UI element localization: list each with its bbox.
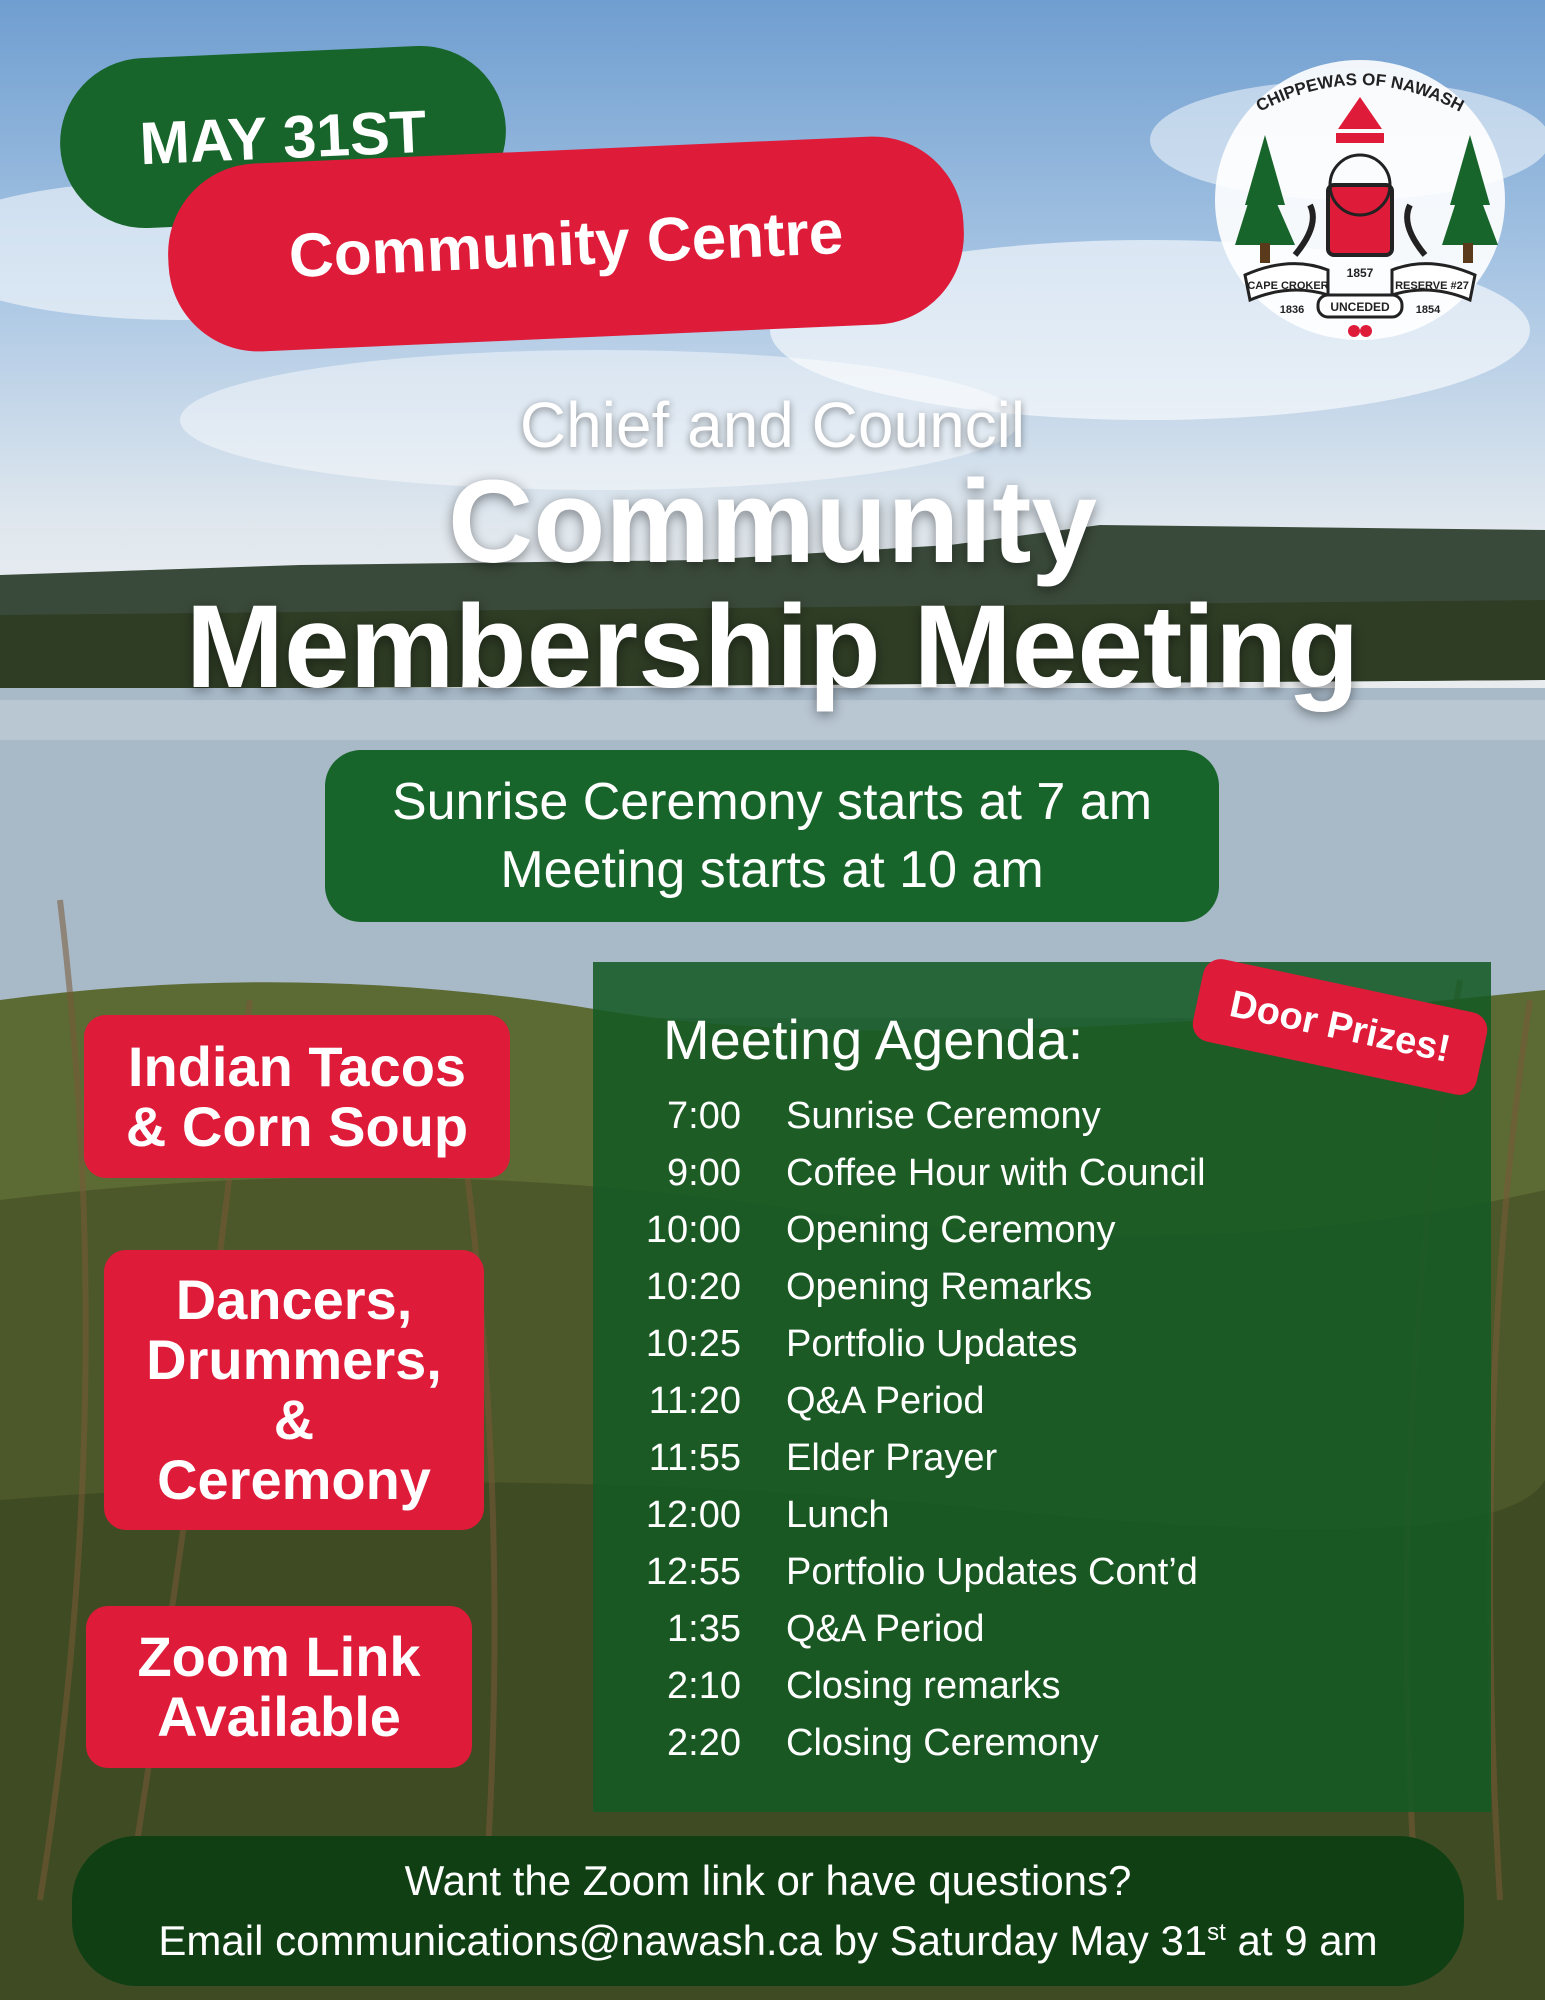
agenda-time: 10:25 — [645, 1323, 741, 1365]
agenda-panel — [593, 962, 1491, 1812]
agenda-time: 1:35 — [667, 1608, 741, 1650]
agenda-item: Q&A Period — [786, 1608, 985, 1650]
sunrise-time-text: Sunrise Ceremony starts at 7 am — [391, 773, 1153, 831]
footer-ordinal: st — [1207, 1919, 1226, 1946]
agenda-item: Portfolio Updates Cont’d — [786, 1551, 1198, 1593]
agenda-row — [593, 1437, 1491, 1494]
agenda-time: 7:00 — [667, 1095, 741, 1137]
zoom-line-1: Zoom Link — [137, 1625, 421, 1688]
dancers-line-2: Drummers, — [146, 1328, 442, 1391]
logo-top-text: CHIPPEWAS OF NAWASH — [1252, 69, 1468, 116]
logo-unceded: UNCEDED — [1330, 300, 1390, 314]
agenda-row — [593, 1266, 1491, 1323]
location-badge — [164, 133, 967, 356]
agenda-item: Sunrise Ceremony — [786, 1095, 1101, 1137]
agenda-time: 10:00 — [645, 1209, 741, 1251]
footer-line-1: Want the Zoom link or have questions? — [404, 1857, 1132, 1904]
agenda-item: Coffee Hour with Council — [786, 1152, 1206, 1194]
footer-time-text: at 9 am — [1225, 1917, 1378, 1964]
agenda-row — [593, 1722, 1491, 1779]
agenda-time: 12:00 — [645, 1494, 741, 1536]
door-prizes-text: Door Prizes! — [1226, 982, 1454, 1071]
agenda-title: Meeting Agenda: — [663, 1008, 1084, 1071]
subtitle: Chief and Council — [519, 389, 1026, 461]
date-text: MAY 31ST — [138, 97, 428, 177]
agenda-item: Elder Prayer — [786, 1437, 998, 1479]
agenda-item: Opening Ceremony — [786, 1209, 1116, 1251]
zoom-badge — [86, 1606, 472, 1768]
dancers-badge — [104, 1250, 484, 1530]
agenda-item: Q&A Period — [786, 1380, 985, 1422]
logo-right-banner: RESERVE #27 — [1395, 280, 1469, 292]
agenda-item: Closing Ceremony — [786, 1722, 1099, 1764]
agenda-item: Portfolio Updates — [786, 1323, 1078, 1365]
footer-line-2 — [158, 1907, 1377, 1967]
agenda-time: 10:20 — [645, 1266, 741, 1308]
dancers-line-1: Dancers, — [175, 1268, 413, 1331]
agenda-row — [593, 1551, 1491, 1608]
agenda-row — [593, 1209, 1491, 1266]
agenda-row — [593, 1608, 1491, 1665]
food-badge — [84, 1015, 510, 1178]
agenda-item: Opening Remarks — [786, 1266, 1093, 1308]
agenda-row — [593, 1665, 1491, 1722]
agenda-row — [593, 1152, 1491, 1209]
agenda-time: 9:00 — [667, 1152, 741, 1194]
title-line-1: Community — [448, 456, 1097, 588]
meeting-time-text: Meeting starts at 10 am — [500, 841, 1044, 899]
footer-email-text: Email communications@nawash.ca by Saturday May 31 — [158, 1917, 1208, 1964]
contact-footer — [72, 1836, 1464, 1986]
agenda-time: 11:20 — [648, 1380, 741, 1422]
agenda-row — [593, 1323, 1491, 1380]
food-line-2: & Corn Soup — [125, 1094, 469, 1158]
logo-year-left: 1836 — [1279, 304, 1305, 316]
logo-year-right: 1854 — [1415, 304, 1441, 316]
location-text: Community Centre — [287, 197, 845, 291]
title-line-2: Membership Meeting — [185, 581, 1360, 713]
dancers-line-4: Ceremony — [157, 1448, 431, 1511]
agenda-item: Closing remarks — [786, 1665, 1061, 1707]
chippewas-of-nawash-logo — [1210, 55, 1510, 345]
logo-year-center: 1857 — [1346, 266, 1374, 280]
agenda-time: 12:55 — [645, 1551, 741, 1593]
zoom-line-2: Available — [157, 1685, 401, 1748]
logo-left-banner: CAPE CROKER — [1247, 280, 1329, 292]
agenda-item: Lunch — [786, 1494, 890, 1536]
agenda-time: 2:20 — [667, 1722, 741, 1764]
start-times-badge — [325, 750, 1219, 922]
agenda-row — [593, 1494, 1491, 1551]
agenda-row — [593, 1380, 1491, 1437]
agenda-row — [593, 1095, 1491, 1152]
agenda-time: 2:10 — [667, 1665, 741, 1707]
dancers-line-3: & — [273, 1388, 315, 1451]
food-line-1: Indian Tacos — [127, 1034, 467, 1098]
agenda-time: 11:55 — [648, 1437, 741, 1479]
